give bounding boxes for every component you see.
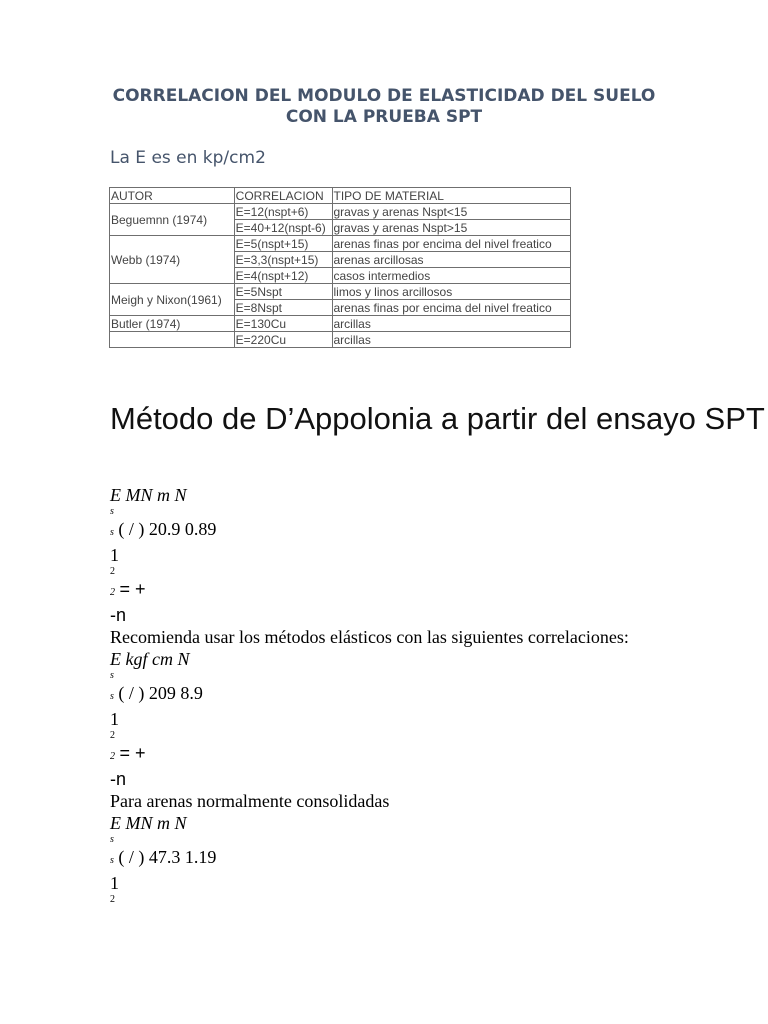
section-heading: Método de D’Appolonia a partir del ensayo SPT [110,401,765,436]
eq3-values: ( / ) 47.3 1.19 [118,847,217,867]
eq3-values-sub: s [110,855,114,866]
eq1-variables: E MN m N [110,485,187,505]
material-cell: casos intermedios [332,268,571,284]
eq2-ops: = + [119,743,146,763]
material-cell: arcillas [332,316,571,332]
document-title [0,86,768,128]
eq1-values: ( / ) 20.9 0.89 [118,519,217,539]
eq1-ops-line [110,578,670,604]
material-cell: arenas finas por encima del nivel freatico [332,300,571,316]
table-row [110,284,571,300]
author-cell: Butler (1974) [110,316,235,332]
eq1-ops-sub: 2 [110,587,115,598]
eq3-one: 1 [110,873,119,893]
units-note: La E es en kp/cm2 [110,148,266,168]
eq2-subscript: s [110,670,114,681]
eq1-minus-n: -n [110,605,127,625]
table-row [110,332,571,348]
material-cell: arcillas [332,332,571,348]
correlation-cell: E=5(nspt+15) [234,236,332,252]
table-row [110,316,571,332]
eq3-two: 2 [110,894,115,905]
correlation-cell: E=40+12(nspt-6) [234,220,332,236]
title-line-1: CORRELACION DEL MODULO DE ELASTICIDAD DEL SUELO [112,86,656,106]
table-header-row [110,188,571,204]
eq1-one: 1 [110,545,119,565]
eq2-values-sub: s [110,691,114,702]
correlation-cell: E=12(nspt+6) [234,204,332,220]
eq1-values-line [110,518,670,544]
material-cell: arenas finas por encima del nivel freatico [332,236,571,252]
eq2-values-line [110,682,670,708]
eq3-variables: E MN m N [110,813,187,833]
eq2-one: 1 [110,709,119,729]
eq1-two: 2 [110,566,115,577]
eq1-values-sub: s [110,527,114,538]
paragraph-normally-consolidated: Para arenas normalmente consolidadas [110,791,390,811]
eq3-values-line [110,846,670,872]
eq2-ops-line [110,742,670,768]
title-line-2: CON LA PRUEBA SPT [285,107,483,127]
correlation-table [109,187,571,348]
header-autor: AUTOR [110,188,235,204]
correlation-cell: E=5Nspt [234,284,332,300]
eq1-subscript: s [110,506,114,517]
paragraph-recommendation: Recomienda usar los métodos elásticos con las siguientes correlaciones: [110,627,629,647]
eq2-variables: E kgf cm N [110,649,190,669]
eq2-minus-n: -n [110,769,127,789]
correlation-cell: E=4(nspt+12) [234,268,332,284]
table-row [110,204,571,220]
material-cell: gravas y arenas Nspt>15 [332,220,571,236]
eq1-ops: = + [119,579,146,599]
correlation-cell: E=3,3(nspt+15) [234,252,332,268]
material-cell: arenas arcillosas [332,252,571,268]
correlation-cell: E=8Nspt [234,300,332,316]
equations-block [110,484,670,906]
author-cell: Beguemnn (1974) [110,204,235,236]
eq2-ops-sub: 2 [110,751,115,762]
material-cell: limos y linos arcillosos [332,284,571,300]
author-cell [110,332,235,348]
author-cell: Meigh y Nixon(1961) [110,284,235,316]
correlation-cell: E=130Cu [234,316,332,332]
eq2-values: ( / ) 209 8.9 [118,683,203,703]
material-cell: gravas y arenas Nspt<15 [332,204,571,220]
table-row [110,236,571,252]
header-correlacion: CORRELACION [234,188,332,204]
author-cell: Webb (1974) [110,236,235,284]
eq3-subscript: s [110,834,114,845]
eq2-two: 2 [110,730,115,741]
header-tipo-material: TIPO DE MATERIAL [332,188,571,204]
correlation-cell: E=220Cu [234,332,332,348]
